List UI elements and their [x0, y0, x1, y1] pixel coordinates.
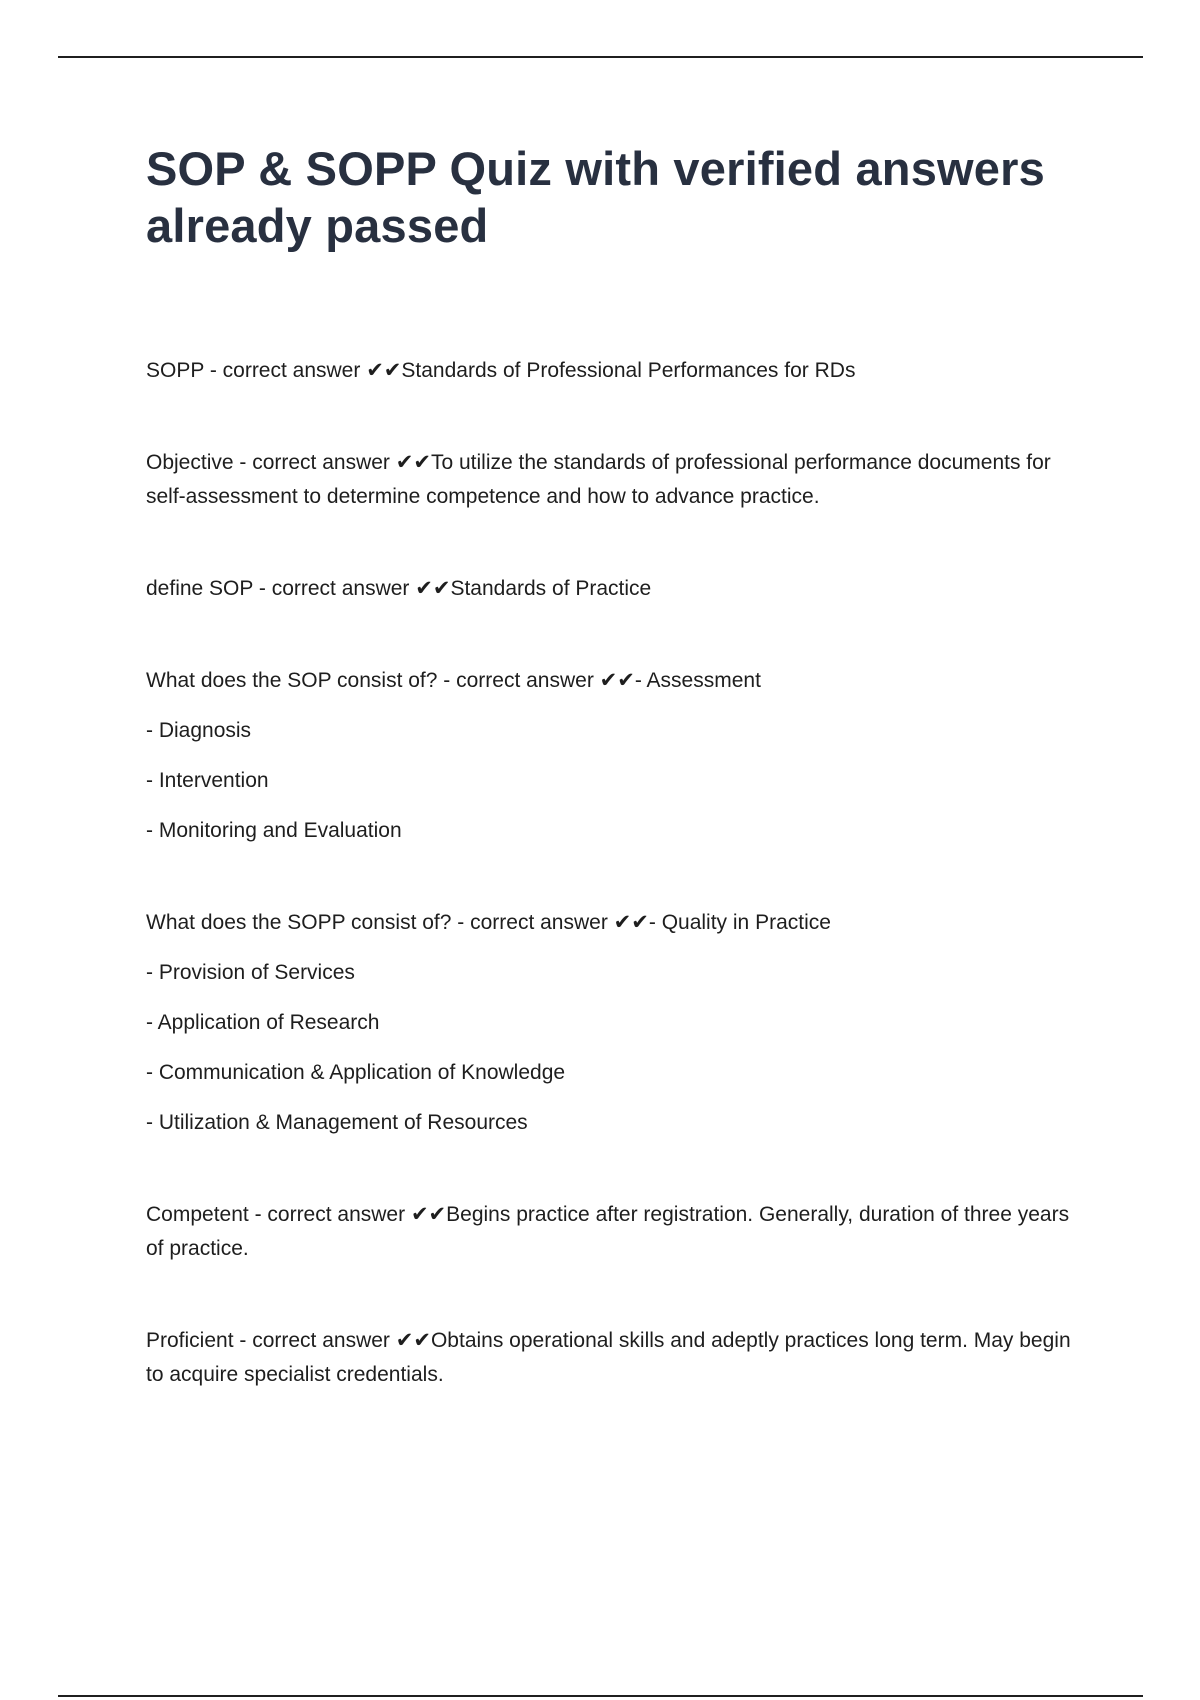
- question: Objective: [146, 451, 234, 474]
- check-icon: ✔✔: [599, 669, 635, 692]
- list-item: - Application of Research: [146, 1011, 380, 1034]
- question: SOPP: [146, 359, 204, 382]
- answer: Obtains operational skills and adeptly practices long term. May begin to acquire specialist credentials.: [146, 1329, 1071, 1386]
- answer: - Assessment: [634, 669, 761, 692]
- question: Competent: [146, 1203, 249, 1226]
- list-item: - Communication & Application of Knowledge: [146, 1061, 566, 1084]
- answer: To utilize the standards of professional performance documents for self-assessment to determine competence and how to advance practice.: [146, 451, 1051, 508]
- document-body: [146, 140, 1086, 1392]
- qa-item-sop-consist: [146, 664, 1086, 848]
- correct-answer-label: - correct answer: [233, 451, 396, 474]
- question: define SOP: [146, 577, 254, 600]
- check-icon: ✔✔: [415, 577, 451, 600]
- list-item: - Diagnosis: [146, 719, 252, 742]
- qa-item-define-sop: [146, 572, 1086, 606]
- answer: - Quality in Practice: [648, 911, 831, 934]
- correct-answer-label: - correct answer: [203, 359, 367, 382]
- question: What does the SOP consist of?: [146, 669, 438, 692]
- check-icon: ✔✔: [410, 1203, 447, 1226]
- list-item: - Intervention: [146, 769, 269, 792]
- question: What does the SOPP consist of?: [146, 911, 452, 934]
- document-title: SOP & SOPP Quiz with verified answers already passed: [146, 142, 1045, 252]
- check-icon: ✔✔: [613, 911, 649, 934]
- list-item: - Utilization & Management of Resources: [146, 1111, 528, 1134]
- check-icon: ✔✔: [395, 1329, 431, 1352]
- answer: Standards of Professional Performances for RDs: [401, 359, 856, 382]
- correct-answer-label: - correct answer: [437, 669, 600, 692]
- answer: Begins practice after registration. Generally, duration of three years of practice.: [146, 1203, 1070, 1260]
- list-item: - Monitoring and Evaluation: [146, 819, 402, 842]
- correct-answer-label: - correct answer: [248, 1203, 411, 1226]
- question: Proficient: [146, 1329, 234, 1352]
- answer: Standards of Practice: [450, 577, 652, 600]
- correct-answer-label: - correct answer: [451, 911, 614, 934]
- check-icon: ✔✔: [366, 359, 402, 382]
- qa-item-competent: [146, 1198, 1086, 1266]
- check-icon: ✔✔: [395, 451, 431, 474]
- list-item: - Provision of Services: [146, 961, 355, 984]
- qa-item-proficient: [146, 1324, 1086, 1392]
- correct-answer-label: - correct answer: [253, 577, 416, 600]
- top-rule: [58, 56, 1143, 58]
- qa-list: [146, 354, 1086, 1392]
- bottom-rule: [58, 1695, 1143, 1697]
- qa-item-objective: [146, 446, 1086, 514]
- qa-item-sopp-consist: [146, 906, 1086, 1140]
- qa-item-sopp: [146, 354, 1086, 388]
- correct-answer-label: - correct answer: [233, 1329, 396, 1352]
